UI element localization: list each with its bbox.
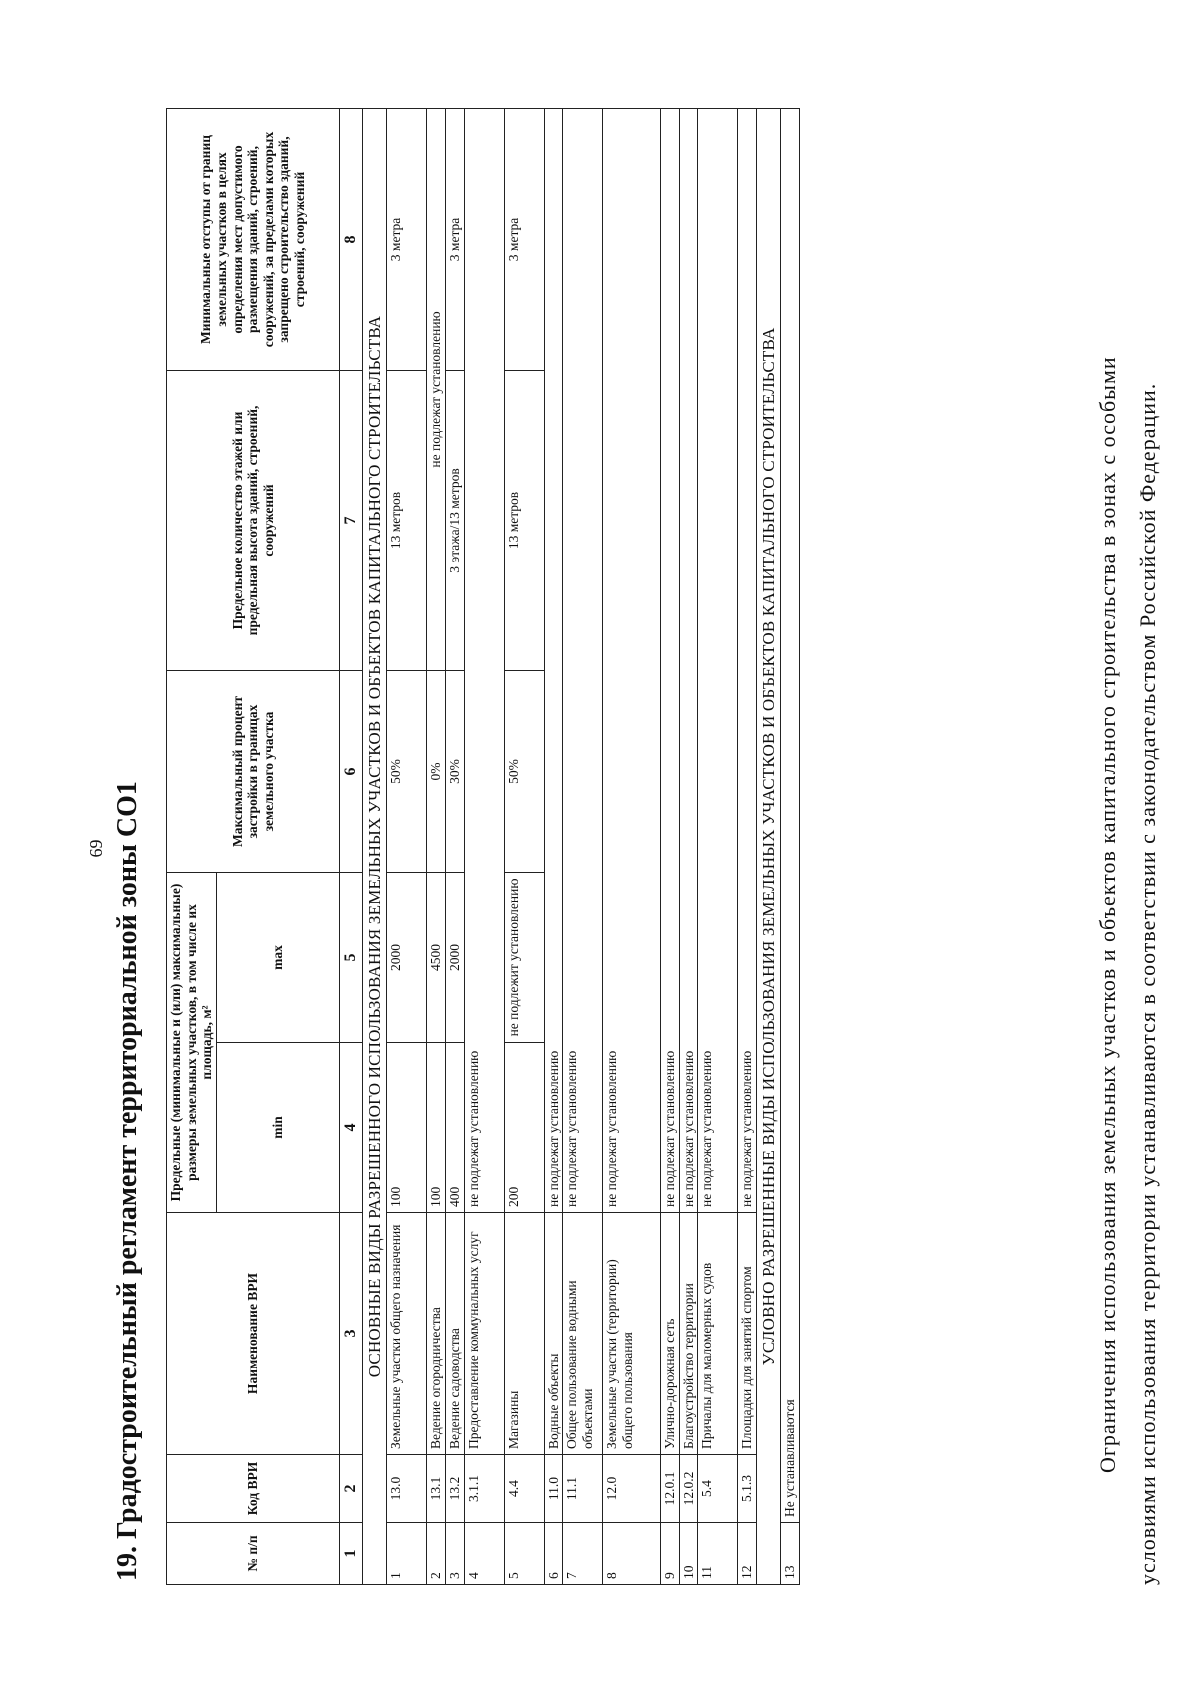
row-span-value: не подлежат установлению — [544, 108, 563, 1212]
footer-paragraph-line2: условиями использования территории устанавливаются в соответствии с законодательством Российской Федерации. — [1135, 382, 1160, 1585]
row-floors: 13 метров — [504, 370, 544, 670]
column-number: 8 — [339, 108, 362, 370]
row-code: 4.4 — [504, 1455, 544, 1523]
row-max: 2000 — [446, 872, 465, 1042]
table-row — [781, 108, 800, 1584]
row-number: 10 — [679, 1523, 698, 1585]
section-main-row — [362, 108, 387, 1584]
row-percent: 30% — [446, 670, 465, 872]
column-number: 4 — [339, 1043, 362, 1213]
header-code: Код ВРИ — [167, 1455, 340, 1523]
row-number: 1 — [387, 1523, 427, 1585]
row-code: 12.0 — [603, 1455, 661, 1523]
row-code: 11.0 — [544, 1455, 563, 1523]
row-percent: 50% — [504, 670, 544, 872]
row-number: 2 — [427, 1523, 446, 1585]
row-min: 400 — [446, 1043, 465, 1213]
row-span-value: Не устанавливаются — [781, 108, 800, 1522]
header-min: min — [216, 1043, 339, 1213]
header-size-limits: Предельные (минимальные и (или) максимальные) размеры земельных участков, в том числе их площадь, м² — [167, 872, 217, 1212]
row-number: 7 — [563, 1523, 603, 1585]
row-number: 4 — [464, 1523, 504, 1585]
section-heading: УСЛОВНО РАЗРЕШЕННЫЕ ВИДЫ ИСПОЛЬЗОВАНИЯ ЗЕМЕЛЬНЫХ УЧАСТКОВ И ОБЪЕКТОВ КАПИТАЛЬНОГО СТРОИТЕЛЬСТВА — [756, 108, 781, 1584]
page-title: 19. Градостроительный регламент территориальной зоны СО1 — [112, 781, 143, 1581]
row-span-value: не подлежат установлению — [661, 108, 680, 1212]
row-number: 13 — [781, 1523, 800, 1585]
table-row — [504, 108, 544, 1584]
row-code: 13.1 — [427, 1455, 446, 1523]
table-row — [544, 108, 563, 1584]
column-number: 3 — [339, 1213, 362, 1455]
row-floors-setback: не подлежат установлению — [427, 108, 446, 670]
table-row — [679, 108, 698, 1584]
row-floors: 3 этажа/13 метров — [446, 370, 465, 670]
header-number: № п/п — [167, 1523, 340, 1585]
row-name: Водные объекты — [544, 1213, 563, 1455]
row-name: Площадки для занятий спортом — [738, 1213, 757, 1455]
row-setback: 3 метра — [504, 108, 544, 370]
table-row — [427, 108, 446, 1584]
row-code: 13.0 — [387, 1455, 427, 1523]
column-number: 6 — [339, 670, 362, 872]
footer-paragraph-line1: Ограничения использования земельных участков и объектов капитального строительства в зонах с особыми — [1095, 356, 1120, 1473]
row-min: 100 — [387, 1043, 427, 1213]
row-setback: 3 метра — [446, 108, 465, 370]
header-floors: Предельное количество этажей или предельная высота зданий, строений, сооружений — [167, 370, 340, 670]
row-name: Благоустройство территории — [679, 1213, 698, 1455]
row-number: 3 — [446, 1523, 465, 1585]
row-name: Общее пользование водными объектами — [563, 1213, 603, 1455]
row-number: 5 — [504, 1523, 544, 1585]
row-max: 4500 — [427, 872, 446, 1042]
row-span-value: не подлежат установлению — [563, 108, 603, 1212]
section-conditional-row — [756, 108, 781, 1584]
table-row — [603, 108, 661, 1584]
row-span-value: не подлежат установлению — [679, 108, 698, 1212]
table-row — [464, 108, 504, 1584]
row-code: 11.1 — [563, 1455, 603, 1523]
row-setback: 3 метра — [387, 108, 427, 370]
row-span-value: не подлежат установлению — [698, 108, 738, 1212]
row-min: 200 — [504, 1043, 544, 1213]
page-number: 69 — [86, 839, 106, 858]
row-number: 11 — [698, 1523, 738, 1585]
row-name: Предоставление коммунальных услуг — [464, 1213, 504, 1455]
table-row — [738, 108, 757, 1584]
row-max: не подлежит установлению — [504, 872, 544, 1042]
row-name: Причалы для маломерных судов — [698, 1213, 738, 1455]
row-name: Магазины — [504, 1213, 544, 1455]
header-max: max — [216, 872, 339, 1042]
section-heading: ОСНОВНЫЕ ВИДЫ РАЗРЕШЕННОГО ИСПОЛЬЗОВАНИЯ ЗЕМЕЛЬНЫХ УЧАСТКОВ И ОБЪЕКТОВ КАПИТАЛЬНОГО СТРОИТЕЛЬСТВА — [362, 108, 387, 1584]
regulation-table — [166, 108, 800, 1585]
header-setback: Минимальные отступы от границ земельных участков в целях определения мест допустимого размещения зданий, строений, сооружений, за пределами которых запрещено строительство зданий, строений, сооружений — [167, 108, 340, 370]
row-floors: 13 метров — [387, 370, 427, 670]
row-code: 12.0.2 — [679, 1455, 698, 1523]
column-number-row — [339, 108, 362, 1584]
row-number: 8 — [603, 1523, 661, 1585]
row-number: 12 — [738, 1523, 757, 1585]
table-header-row — [167, 108, 217, 1584]
row-code: 5.1.3 — [738, 1455, 757, 1523]
table-row — [387, 108, 427, 1584]
column-number: 2 — [339, 1455, 362, 1523]
table-row — [563, 108, 603, 1584]
header-percent: Максимальный процент застройки в границах земельного участка — [167, 670, 340, 872]
table-row — [661, 108, 680, 1584]
row-number: 9 — [661, 1523, 680, 1585]
table-row — [446, 108, 465, 1584]
header-name: Наименование ВРИ — [167, 1213, 340, 1455]
row-number: 6 — [544, 1523, 563, 1585]
row-name: Ведение огородничества — [427, 1213, 446, 1455]
row-code: 12.0.1 — [661, 1455, 680, 1523]
row-code: 5.4 — [698, 1455, 738, 1523]
row-name: Земельные участки общего назначения — [387, 1213, 427, 1455]
row-percent: 0% — [427, 670, 446, 872]
row-name: Земельные участки (территории) общего пользования — [603, 1213, 661, 1455]
row-name: Улично-дорожная сеть — [661, 1213, 680, 1455]
row-max: 2000 — [387, 872, 427, 1042]
row-span-value: не подлежат установлению — [603, 108, 661, 1212]
row-name: Ведение садоводства — [446, 1213, 465, 1455]
row-percent: 50% — [387, 670, 427, 872]
column-number: 7 — [339, 370, 362, 670]
table-row — [698, 108, 738, 1584]
column-number: 5 — [339, 872, 362, 1042]
row-min: 100 — [427, 1043, 446, 1213]
row-span-value: не подлежат установлению — [738, 108, 757, 1212]
row-span-value: не подлежат установлению — [464, 108, 504, 1212]
row-code: 13.2 — [446, 1455, 465, 1523]
row-code: 3.1.1 — [464, 1455, 504, 1523]
column-number: 1 — [339, 1523, 362, 1585]
